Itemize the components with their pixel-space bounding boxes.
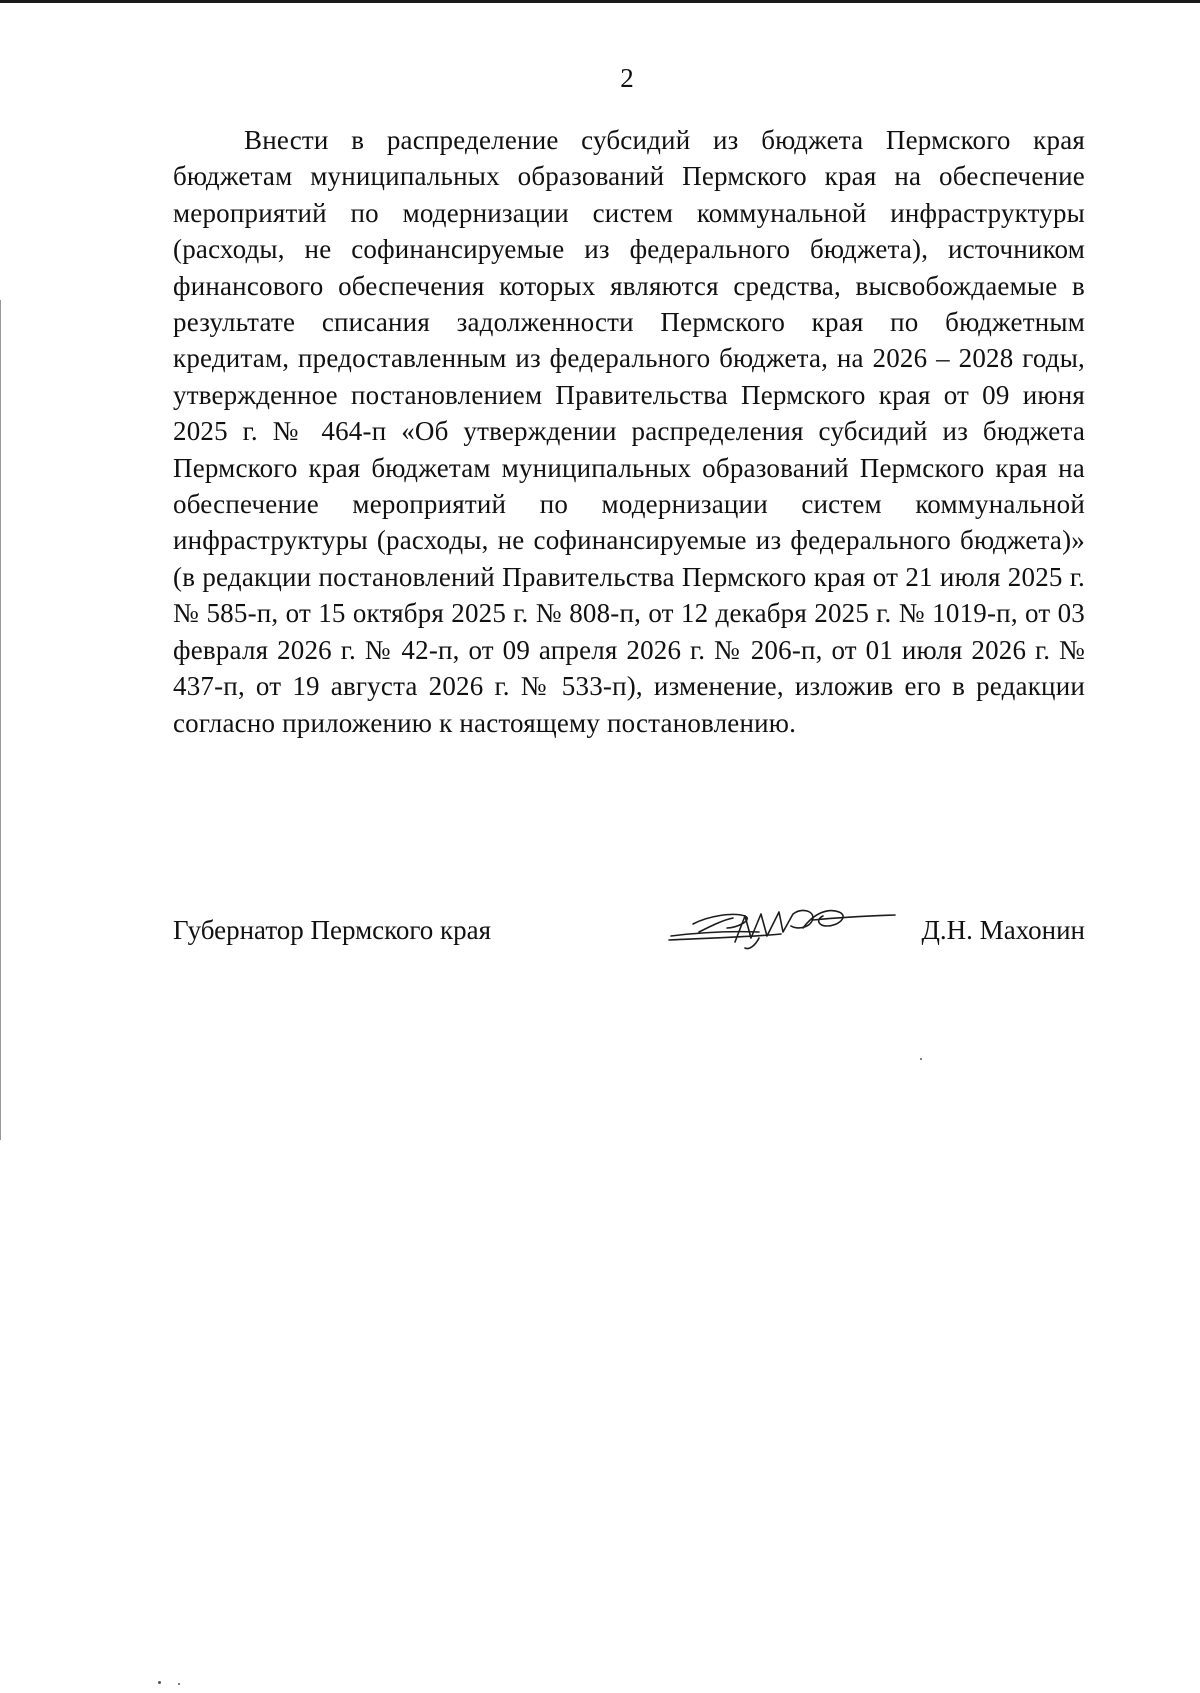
signer-position: Губернатор Пермского края [173, 915, 492, 945]
scan-speck [920, 1058, 922, 1060]
handwritten-signature [663, 898, 903, 956]
scan-left-edge [0, 300, 1, 1140]
body-paragraph: Внести в распределение субсидий из бюджета Пермского края бюджетам муниципальных образований Пермского края на обеспечение мероприятий по модернизации систем коммунальной инфраструктуры (расходы, не софинансируемые из федерального бюджета), источником финансового обеспечения которых являются средства, высвобождаемые в результате списания задолженности Пермского края по бюджетным кредитам, предоставленным из федерального бюджета, на 2026 – 2028 годы, утвержденное постановлением Правительства Пермского края от 09 июня 2025 г. № 464-п «Об утверждении распределения субсидий из бюджета Пермского края бюджетам муниципальных образований Пермского края на обеспечение мероприятий по модернизации систем коммунальной инфраструктуры (расходы, не софинансируемые из федерального бюджета)» (в редакции постановлений Правительства Пермского края от 21 июля 2025 г. № 585-п, от 15 октября 2025 г. № 808-п, от 12 декабря 2025 г. № 1019-п, от 03 февраля 2026 г. № 42-п, от 09 апреля 2026 г. № 206-п, от 01 июля 2026 г. № 437-п, от 19 августа 2026 г. № 533-п), изменение, изложив его в редакции согласно приложению к настоящему постановлению. [173, 125, 1085, 738]
signer-name: Д.Н. Махонин [921, 915, 1085, 945]
page-number: 2 [620, 63, 634, 93]
scan-speck [178, 1683, 180, 1685]
scan-top-edge [0, 0, 1200, 3]
signature-block [173, 898, 1085, 958]
scan-speck [158, 1681, 161, 1684]
